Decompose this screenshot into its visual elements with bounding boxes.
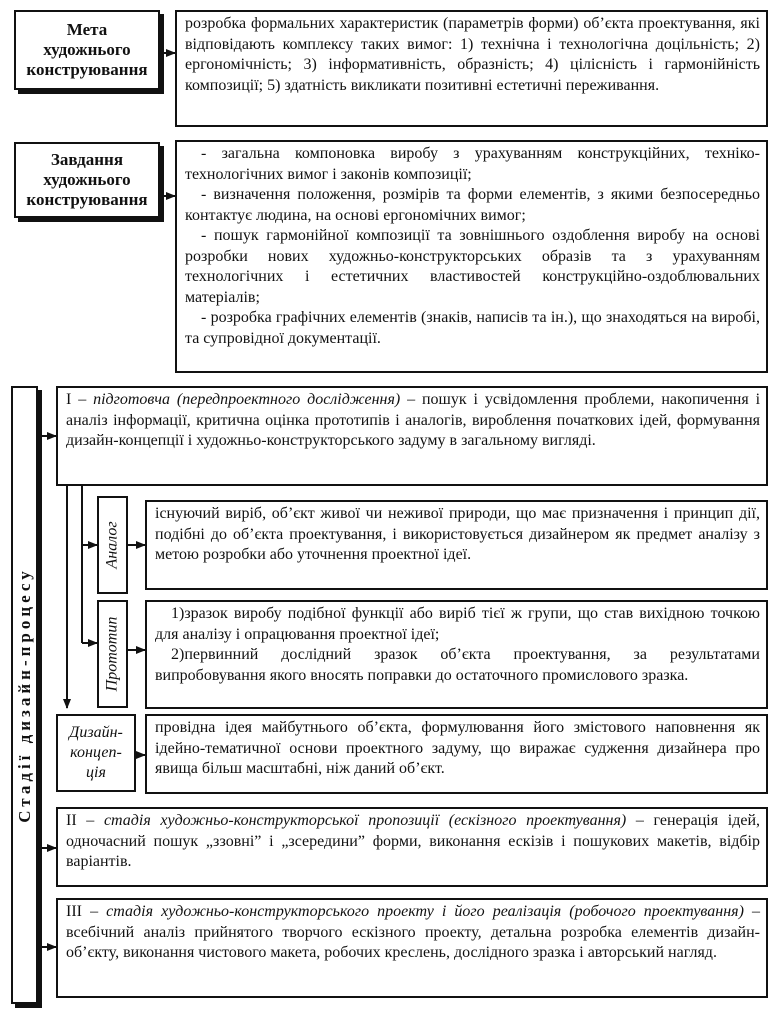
meta-label: Мета художнього конструювання	[14, 10, 160, 90]
zavdannia-text	[175, 140, 768, 373]
zavdannia-item: - пошук гармонійної композиції та зовнішнього оздоблення виробу на основі розробки нових художньо-конструкторських образів та з урахуванням технологічних і естетичних властивостей конструкційно-оздоблювальних матеріалів;	[185, 227, 760, 306]
stage1-rest: – пошук і усвідомлення проблеми, накопичення і аналіз інформації, критична оцінка прототипів і аналогів, вироблення початкових ідей, формування дизайн-концепції і художньо-конструкторського задуму в загальному вигляді.	[66, 391, 761, 449]
stage3-title: стадія художньо-конструкторського проекту і його реалізація (робочого проектування)	[106, 903, 744, 920]
stage1-title: підготовча (передпроектного дослідження)	[93, 391, 401, 408]
stages-label-text: Стадії дизайн-процесу	[14, 567, 34, 823]
stage2-box	[56, 807, 768, 887]
analog-label	[97, 496, 128, 594]
stage3-rest: – всебічний аналіз прийнятого творчого ескізного проекту, детальна розробка елементів дизайн-об’єкту, виконання чистового макета, робочих креслень, дослідного зразка і авторський нагляд.	[66, 903, 760, 961]
zavdannia-item: - розробка графічних елементів (знаків, написів та ін.), що знаходяться на виробі, та супровідної документації.	[185, 309, 760, 347]
stage1-prefix: І –	[66, 391, 94, 408]
concept-label: Дизайн- концеп- ція	[56, 714, 136, 792]
prototype-text	[145, 600, 768, 709]
stage2-rest: – генерація ідей, одночасний пошук „ззовні” і „зсередини” форми, виконання ескізів і пошукових макетів, відбір варіантів.	[66, 812, 761, 870]
stages-label	[11, 386, 38, 1004]
stage1-box	[56, 386, 768, 486]
stage3-prefix: ІІІ –	[66, 903, 107, 920]
meta-text: розробка формальних характеристик (параметрів форми) об’єкта проектування, які відповідають комплексу таких вимог: 1) технічна і технологічна доцільність; 2) ергономічність; 3) інформативність, образність; 4) цілісність і гармонійність композиції; 5) здатність викликати позитивні естетичні переживання.	[175, 10, 768, 127]
analog-text: існуючий виріб, об’єкт живої чи неживої природи, що має призначення і принцип дії, подібні до об’єкта проектування, і використовується дизайнером як предмет аналізу з метою розробки або уточнення проектної ідеї.	[145, 500, 768, 590]
analog-label-text: Аналог	[103, 521, 121, 569]
zavdannia-item: - загальна компоновка виробу з урахуванням конструкційних, техніко-технологічних вимог і законів композиції;	[185, 145, 760, 183]
prototype-label	[97, 600, 128, 708]
stage2-title: стадія художньо-конструкторської пропозиції (ескізного проектування)	[103, 812, 627, 829]
prototype-item: 1)зразок виробу подібної функції або виріб тієї ж групи, що став вихідною точкою для аналізу і опрацювання проектної ідеї;	[155, 605, 760, 643]
zavdannia-item: - визначення положення, розмірів та форми елементів, з якими безпосередньо контактує людина, на основі ергономічних вимог;	[185, 186, 760, 224]
stage2-prefix: ІІ –	[66, 812, 104, 829]
prototype-item: 2)первинний дослідний зразок об’єкта проектування, за результатами випробовування якого вносять поправки до остаточного промислового зразка.	[155, 646, 760, 684]
concept-text: провідна ідея майбутнього об’єкта, формулювання його змістового наповнення як ідейно-тематичної основи проектного задуму, що виражає судження дизайнера про явища більш масштабні, ніж даний об’єкт.	[145, 714, 768, 794]
stage3-box	[56, 898, 768, 998]
zavdannia-label: Завдання художнього конструювання	[14, 142, 160, 218]
prototype-label-text: Прототип	[103, 616, 121, 692]
